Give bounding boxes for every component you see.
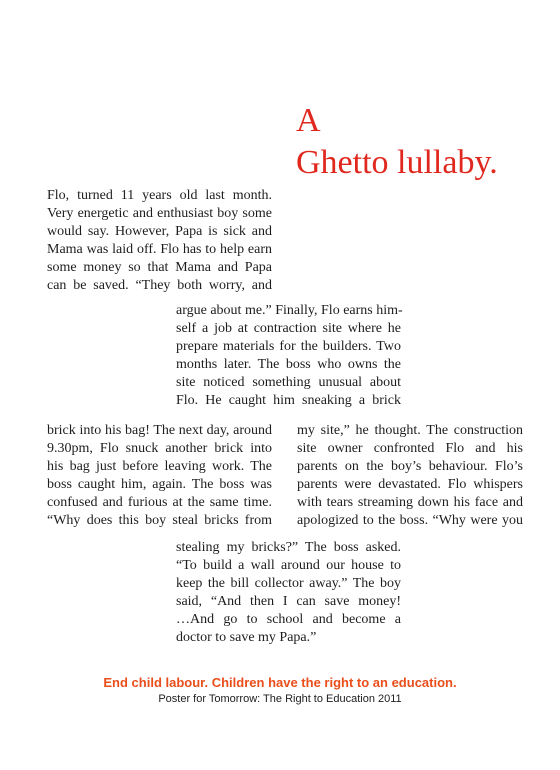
story-line: “To build a wall around our house to xyxy=(176,558,401,573)
title-line-1: A xyxy=(296,102,321,139)
poster-credit: Poster for Tomorrow: The Right to Education 2011 xyxy=(158,693,402,705)
story-line: confused and furious at the same time. xyxy=(47,495,272,510)
title-line-2: Ghetto lullaby. xyxy=(296,144,498,181)
story-line: some money so that Mama and Papa xyxy=(47,260,272,275)
story-paragraph-1 xyxy=(47,187,272,295)
story-line: site owner confronted Flo and his xyxy=(297,441,523,456)
story-line: Flo, turned 11 years old last month. xyxy=(47,188,272,203)
poster-title xyxy=(296,100,498,184)
story-line: boss caught him, again. The boss was xyxy=(47,477,272,492)
story-line: prepare materials for the builders. Two xyxy=(176,339,401,354)
story-line: my site,” he thought. The construction xyxy=(297,423,523,438)
story-line: said, “And then I can save money! xyxy=(176,594,401,609)
story-line: self a job at contraction site where he xyxy=(176,321,401,336)
story-line: Flo. He caught him sneaking a brick xyxy=(176,393,401,408)
story-line: 9.30pm, Flo snuck another brick into xyxy=(47,441,272,456)
story-line: parents were devastated. Flo whispers xyxy=(297,477,523,492)
story-line: argue about me.” Finally, Flo earns him- xyxy=(176,303,403,318)
story-line: doctor to save my Papa.” xyxy=(176,630,317,645)
story-line: keep the bill collector away.” The boy xyxy=(176,576,401,591)
story-paragraph-5 xyxy=(176,539,401,647)
story-line: parents on the boy’s behaviour. Flo’s xyxy=(297,459,523,474)
story-line: Mama was laid off. Flo has to help earn xyxy=(47,242,272,257)
story-line: Very energetic and enthusiast boy some xyxy=(47,206,272,221)
story-paragraph-4 xyxy=(297,422,523,530)
story-line: with tears streaming down his face and xyxy=(297,495,523,510)
story-line: would say. However, Papa is sick and xyxy=(47,224,272,239)
story-paragraph-3 xyxy=(47,422,272,530)
story-line: “Why does this boy steal bricks from xyxy=(47,513,272,528)
story-line: …And go to school and become a xyxy=(176,612,401,627)
campaign-tagline: End child labour. Children have the right to an education. xyxy=(103,675,457,690)
story-paragraph-2 xyxy=(176,302,401,410)
story-line: can be saved. “They both worry, and xyxy=(47,278,272,293)
story-line: months later. The boss who owns the xyxy=(176,357,401,372)
story-line: site noticed something unusual about xyxy=(176,375,401,390)
story-line: stealing my bricks?” The boss asked. xyxy=(176,540,401,555)
story-line: brick into his bag! The next day, around xyxy=(47,423,272,438)
story-line: his bag just before leaving work. The xyxy=(47,459,272,474)
story-line: apologized to the boss. “Why were you xyxy=(297,513,523,528)
